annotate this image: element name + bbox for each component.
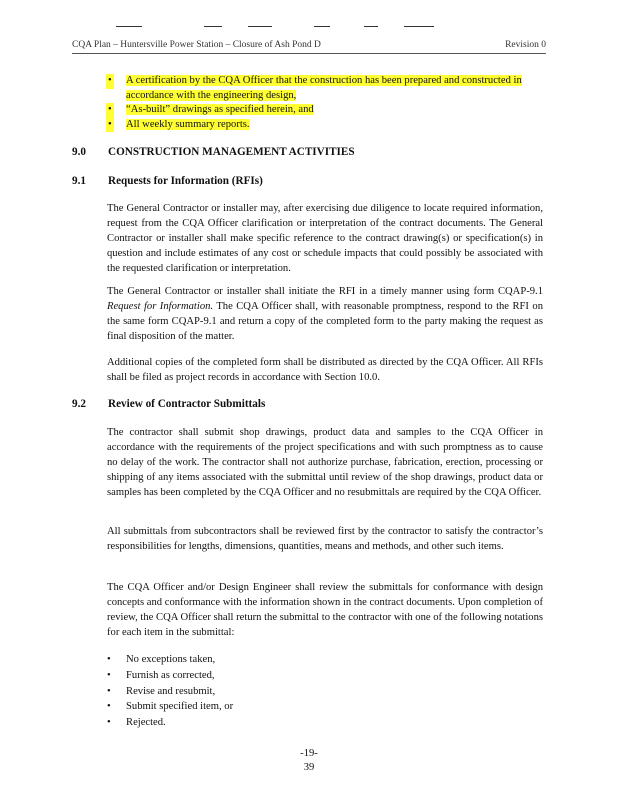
paragraph-9-2-3: The CQA Officer and/or Design Engineer shall review the submittals for conformance with design concepts and conformance with the information shown in the contract documents. Upon completion of review, the CQA Officer shall return the submittal to the contractor with one of the following notations for each item in the submittal: [107,582,544,638]
list-item: • No exceptions taken, [107,652,233,668]
top-scan-marks [116,26,436,28]
highlighted-bullet-list [106,74,546,132]
bullet-icon: • [106,103,114,118]
notation-list [107,652,233,731]
document-page: CQA Plan – Huntersville Power Station – Closure of Ash Pond D Revision 0 • A certification by the CQA Officer that the construction has been prepared and constructed in accordance with the engineering design, • “As-built” drawings as specified herein, and • All weekly summary reports. 9.0 CONSTRUCTION MANAGEMENT ACTIVITIES 9.1 Requests for Information (RFIs) The General Contractor or installer may, after exercising due diligence to locate required information, request from the CQA Officer clarification or interpretation of the contract documents. The General Contractor or installer shall make specific reference to the contract drawing(s) or specification(s) in question and include estimates of any cost or schedule impacts that could possibly be associated with the requested clarification or interpretation. The General Contractor or installer shall initiate the RFI in a timely manner using form CQAP-9.1 Request for Information. The CQA Officer shall, with reasonable promptness, respond to the RFI on the same form CQAP-9.1 and return a copy of the completed form to the party making the request as final disposition of the matter. Additional copies of the completed form shall be distributed as directed by the CQA Officer. All RFIs shall be filed as project records in accordance with Section 10.0. 9.2 Review of Contractor Submittals The contractor shall submit shop drawings, product data and samples to the CQA Officer in accordance with the requirements of the project specifications and with such promptness as to cause no delay of the work. The contractor shall not authorize purchase, fabrication, erection, processing or shipping of any items associated with the submittal until review of the shop drawings, product data or samples has been completed by the CQA Officer and no resubmittals are required by the CQA Officer. All submittals from subcontractors shall be reviewed first by the contractor to satisfy the contractor’s responsibilities for lengths, dimensions, quantities, means and methods, and other such items. The CQA Officer and/or Design Engineer shall review the submittals for conformance with design concepts and conformance with the information shown in the contract documents. Upon completion of review, the CQA Officer shall return the submittal to the contractor with one of the following notations for each item in the submittal: • No exceptions taken, • Furnish as corrected, • Revise and resubmit, • Submit specified item, or • Rejected. -19- 39 [0,0,618,800]
list-item: • Furnish as corrected, [107,668,233,684]
bullet-icon: • [107,717,111,729]
list-item: • A certification by the CQA Officer that the construction has been prepared and constructed in accordance with the engineering design, [108,75,522,101]
list-item: • Revise and resubmit, [107,684,233,700]
paragraph-9-1-1: The General Contractor or installer may, after exercising due diligence to locate required information, request from the CQA Officer clarification or interpretation of the contract documents. The General Contractor or installer shall make specific reference to the contract drawing(s) or specification(s) in question and include estimates of any cost or schedule impacts that could possibly be associated with the requested clarification or interpretation. [107,203,543,274]
footer-page-label: -19- [300,748,318,759]
paragraph-9-1-2: The General Contractor or installer shall initiate the RFI in a timely manner using form CQAP-9.1 Request for Information. The CQA Officer shall, with reasonable promptness, respond to the RFI on the same form CQAP-9.1 and return a copy of the completed form to the party making the request as final disposition of the matter. [107,286,543,342]
bullet-icon: • [107,685,111,697]
bullet-icon: • [106,118,114,133]
bullet-icon: • [107,654,111,665]
bullet-icon: • [107,701,111,713]
list-item: • Rejected. [107,715,233,731]
bullet-icon: • [107,669,111,681]
header-title: CQA Plan – Huntersville Power Station – Closure of Ash Pond D [72,40,321,50]
paragraph-9-2-1: The contractor shall submit shop drawings, product data and samples to the CQA Officer in accordance with the requirements of the project specifications and with such promptness as to cause no delay of the work. The contractor shall not authorize purchase, fabrication, erection, processing or shipping of any items associated with the submittal until review of the shop drawings, product data or samples has been completed by the CQA Officer and no resubmittals are required by the CQA Officer. [107,427,543,498]
list-item: • Submit specified item, or [107,699,233,715]
list-item: • “As-built” drawings as specified herein, and [106,103,546,118]
list-item: • All weekly summary reports. [106,118,546,133]
header-rule [72,53,546,54]
bullet-icon: • [106,74,114,89]
header-revision: Revision 0 [505,40,546,50]
paragraph-9-1-3: Additional copies of the completed form shall be distributed as directed by the CQA Officer. All RFIs shall be filed as project records in accordance with Section 10.0. [107,357,543,383]
footer-page-number: 39 [303,762,315,773]
paragraph-9-2-2: All submittals from subcontractors shall be reviewed first by the contractor to satisfy the contractor’s responsibilities for lengths, dimensions, quantities, means and methods, and other such items. [107,526,543,552]
